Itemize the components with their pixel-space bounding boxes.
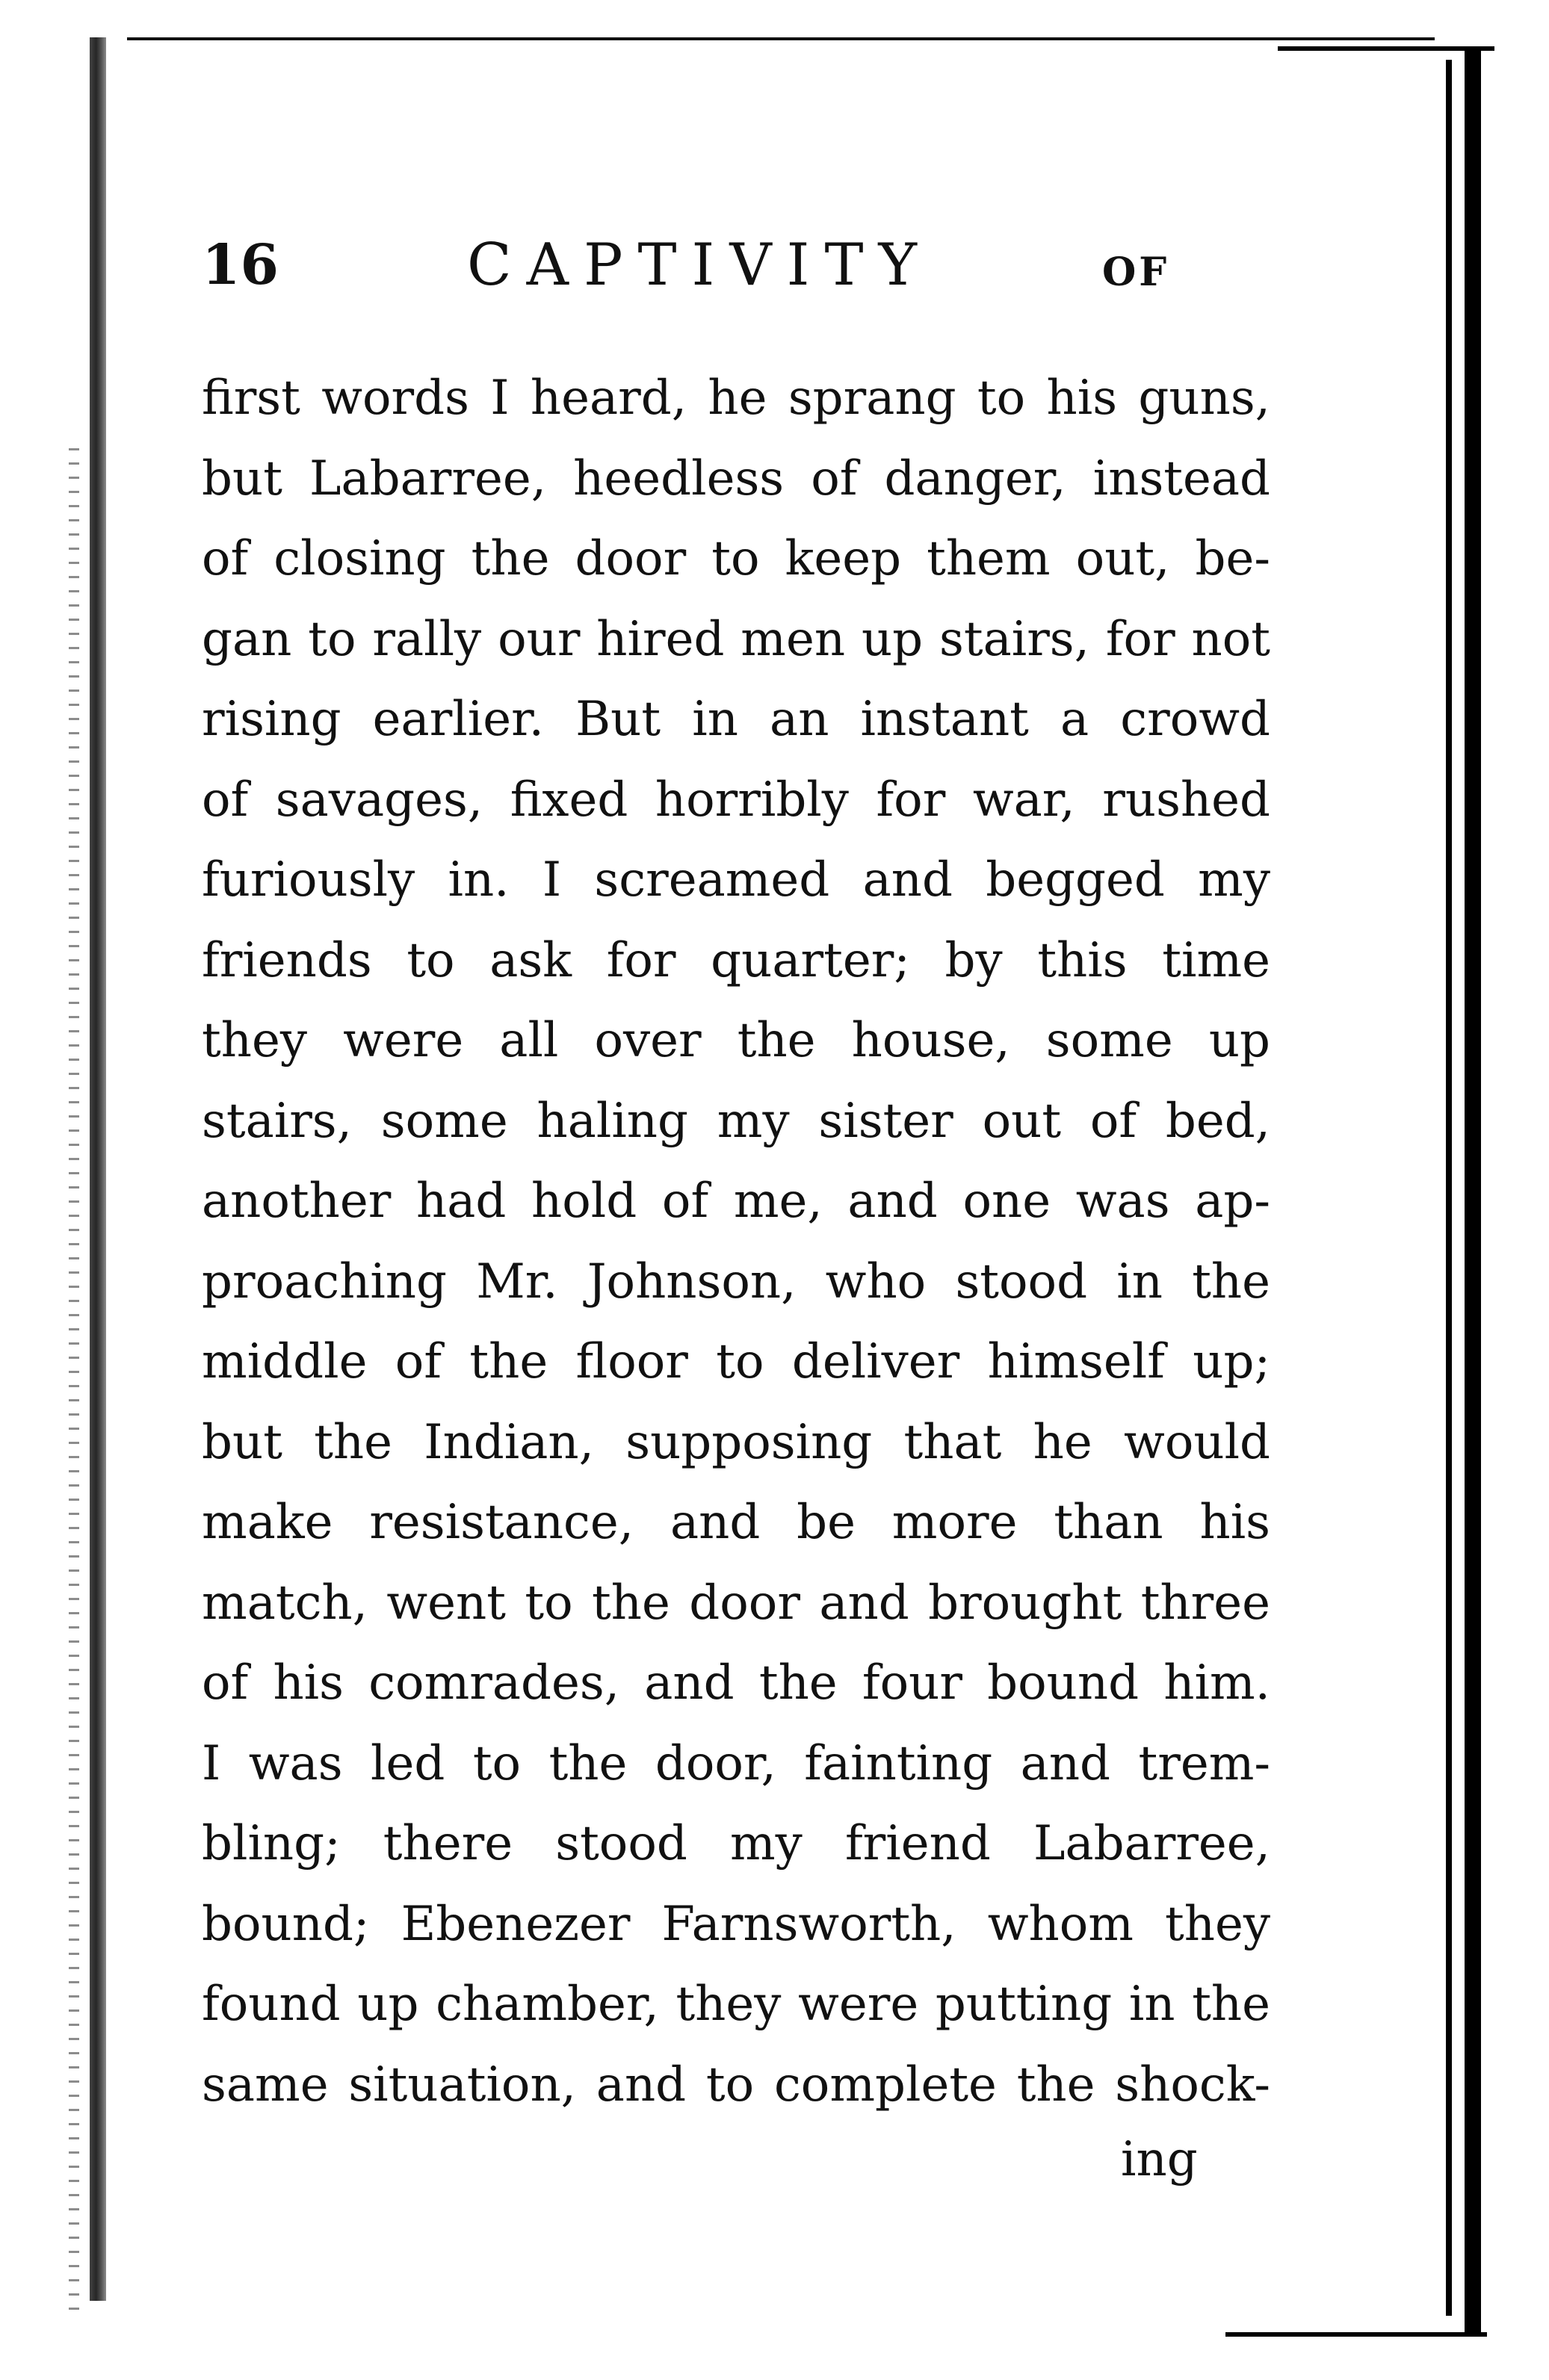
text-line: proaching Mr. Johnson, who stood in the — [202, 1253, 1270, 1310]
page-edge-top — [127, 37, 1435, 40]
text-line: furiously in. I screamed and begged my — [202, 852, 1270, 908]
text-line: gan to rally our hired men up stairs, for not — [202, 611, 1270, 667]
text-line: of closing the door to keep them out, be- — [202, 531, 1270, 586]
running-header — [202, 224, 1285, 306]
text-line: stairs, some haling my sister out of bed, — [202, 1093, 1270, 1149]
text-line: of savages, fixed horribly for war, rushed — [202, 772, 1270, 828]
text-line: but the Indian, supposing that he would — [202, 1414, 1270, 1470]
text-line: first words I heard, he sprang to his guns, — [202, 371, 1270, 426]
body-text — [202, 359, 1270, 2125]
text-line: bling; there stood my friend Labarree, — [202, 1816, 1270, 1871]
text-line: make resistance, and be more than his — [202, 1495, 1270, 1550]
page-edge-top-right — [1278, 46, 1494, 51]
text-line: found up chamber, they were putting in the — [202, 1977, 1270, 2032]
text-line: same situation, and to complete the shock- — [202, 2057, 1270, 2113]
page-edge-right-inner — [1446, 60, 1452, 2316]
text-line: bound; Ebenezer Farnsworth, whom they — [202, 1896, 1270, 1952]
text-line: I was led to the door, fainting and trem- — [202, 1735, 1270, 1791]
text-line: but Labarree, heedless of danger, instead — [202, 450, 1270, 506]
running-title-suffix: OF — [1102, 250, 1170, 295]
page-number: 16 — [202, 233, 279, 297]
page-edge-shadow — [69, 448, 79, 2316]
text-line: of his comrades, and the four bound him. — [202, 1655, 1270, 1711]
text-line: middle of the floor to deliver himself up; — [202, 1334, 1270, 1389]
text-line: match, went to the door and brought three — [202, 1575, 1270, 1631]
page-edge-right — [1465, 49, 1481, 2335]
catchword: ing — [1121, 2132, 1198, 2187]
running-title: CAPTIVITY — [467, 232, 932, 299]
text-line: friends to ask for quarter; by this time — [202, 932, 1270, 988]
text-line: they were all over the house, some up — [202, 1013, 1270, 1068]
text-line: rising earlier. But in an instant a crowd — [202, 692, 1270, 747]
text-line: another had hold of me, and one was ap- — [202, 1174, 1270, 1229]
page-edge-left — [90, 37, 106, 2301]
page-edge-bottom — [1225, 2332, 1487, 2337]
